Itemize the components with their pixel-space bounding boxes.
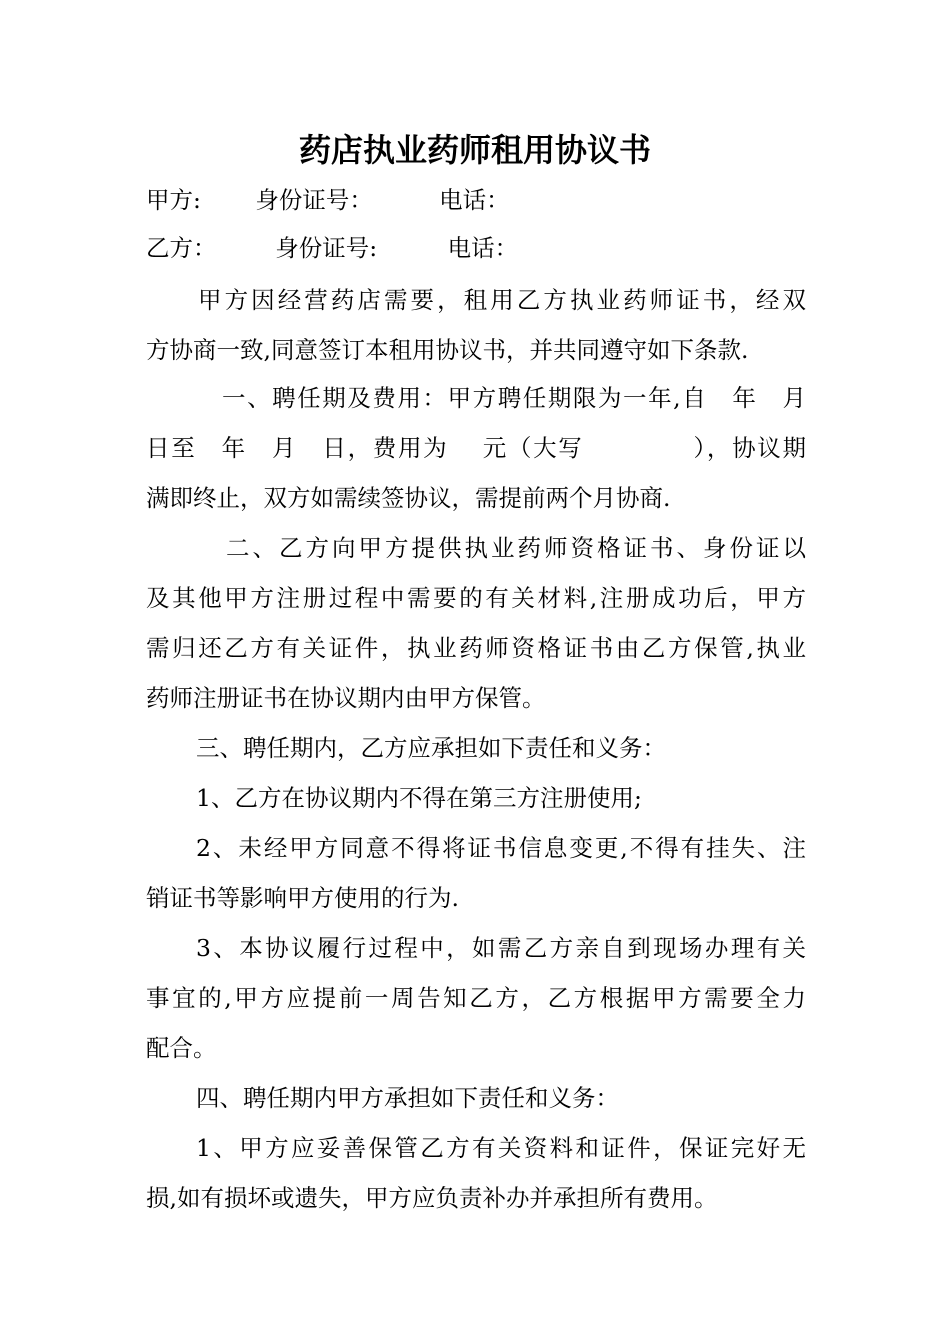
clause-4-item-1-line-2: 损,如有损坏或遗失，甲方应负责补办并承担所有费用。 xyxy=(146,1184,718,1212)
clause-3-item-3-line-3: 配合。 xyxy=(146,1034,217,1062)
clause-3-item-1: 1、乙方在协议期内不得在第三方注册使用; xyxy=(196,784,642,812)
clause-4-item-1-line-1: 1、甲方应妥善保管乙方有关资料和证件，保证完好无 xyxy=(196,1134,806,1162)
clause-3-item-3-line-1: 3、本协议履行过程中，如需乙方亲自到现场办理有关 xyxy=(196,934,806,962)
clause-3-item-2-line-2: 销证书等影响甲方使用的行为. xyxy=(146,884,459,912)
clause-2-line-4: 药师注册证书在协议期内由甲方保管。 xyxy=(146,684,546,712)
clause-1-line-2: 日至 年 月 日，费用为 元（大写 ），协议期 xyxy=(146,434,806,462)
clause-3-heading: 三、聘任期内，乙方应承担如下责任和义务： xyxy=(196,734,666,762)
document-title: 药店执业药师租用协议书 xyxy=(298,131,651,169)
clause-2-line-3: 需归还乙方有关证件，执业药师资格证书由乙方保管,执业 xyxy=(146,634,806,662)
intro-line-1: 甲方因经营药店需要，租用乙方执业药师证书，经双 xyxy=(198,286,806,314)
clause-2-line-1: 二、乙方向甲方提供执业药师资格证书、身份证以 xyxy=(226,534,806,562)
party-b-line: 乙方： 身份证号: 电话： xyxy=(146,234,519,262)
clause-3-item-2-line-1: 2、未经甲方同意不得将证书信息变更,不得有挂失、注 xyxy=(196,834,806,862)
clause-3-item-3-line-2: 事宜的,甲方应提前一周告知乙方，乙方根据甲方需要全力 xyxy=(146,984,806,1012)
clause-2-line-2: 及其他甲方注册过程中需要的有关材料,注册成功后，甲方 xyxy=(146,584,806,612)
clause-4-heading: 四、聘任期内甲方承担如下责任和义务： xyxy=(196,1084,619,1112)
intro-line-2: 方协商一致,同意签订本租用协议书，并共同遵守如下条款. xyxy=(146,336,749,364)
clause-1-line-1: 一、聘任期及费用：甲方聘任期限为一年,自 年 月 xyxy=(222,384,806,412)
party-a-line: 甲方: 身份证号： 电话： xyxy=(146,186,510,214)
clause-1-line-3: 满即终止，双方如需续签协议，需提前两个月协商. xyxy=(146,484,671,512)
